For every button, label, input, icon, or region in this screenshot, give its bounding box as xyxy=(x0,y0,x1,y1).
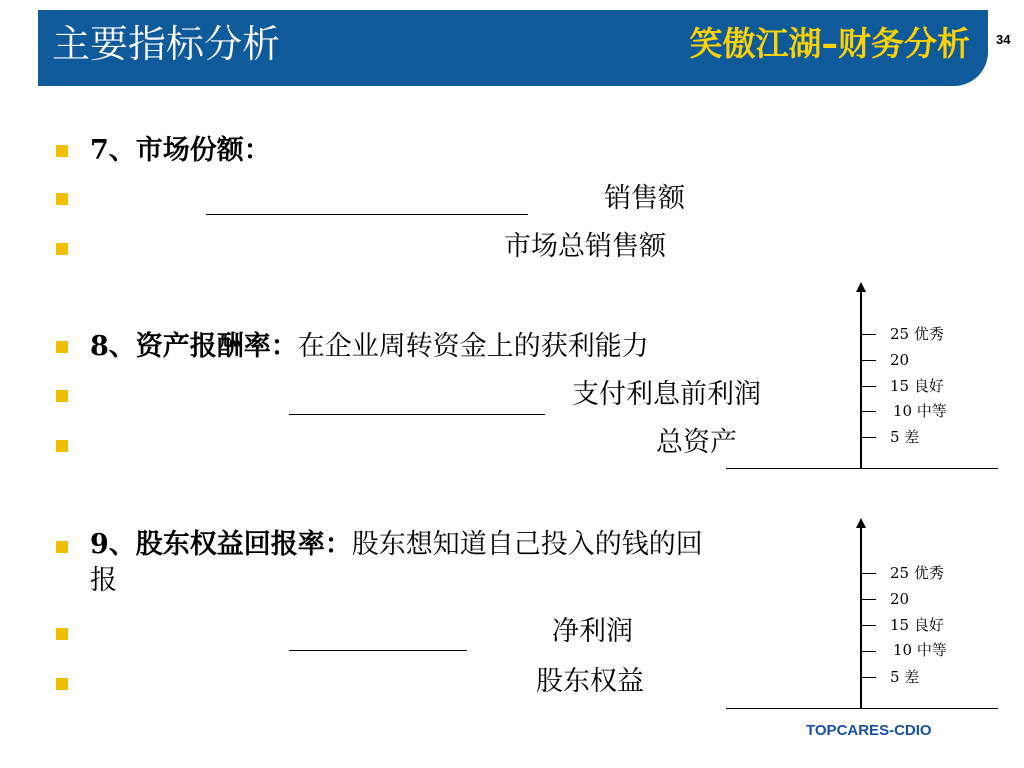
bullet xyxy=(56,440,68,452)
scale-tick-label: 20 xyxy=(890,590,910,608)
market-share-heading: 7、市场份额： xyxy=(90,135,271,166)
equity-return-line xyxy=(90,528,703,562)
bullet xyxy=(56,541,68,553)
equity-return-description: 股东想知道自己投入的钱的回 xyxy=(351,529,703,560)
scale-tick xyxy=(862,411,876,412)
scale-tick xyxy=(862,334,876,335)
bullet xyxy=(56,341,68,353)
scale-tick-label: 10 中等 xyxy=(893,402,947,420)
bullet xyxy=(56,193,68,205)
asset-return-numerator: 支付利息前利润 xyxy=(572,379,761,410)
asset-return-denominator: 总资产 xyxy=(656,427,737,458)
scale-baseline xyxy=(726,708,998,709)
slide-header xyxy=(38,10,988,86)
scale-tick-label: 5 差 xyxy=(890,668,920,686)
equity-return-denominator: 股东权益 xyxy=(536,666,644,697)
fraction-line xyxy=(289,414,545,415)
scale-tick-label: 15 良好 xyxy=(890,616,944,634)
bullet xyxy=(56,678,68,690)
asset-return-heading: 8、资产报酬率： xyxy=(90,331,298,362)
equity-return-numerator: 净利润 xyxy=(552,616,633,647)
scale-tick xyxy=(862,437,876,438)
scale-axis xyxy=(860,290,862,468)
scale-baseline xyxy=(726,468,998,469)
scale-tick-label: 20 xyxy=(890,351,910,369)
equity-return-heading: 9、股东权益回报率： xyxy=(90,529,352,560)
scale-tick xyxy=(862,677,876,678)
scale-tick xyxy=(862,573,876,574)
scale-tick xyxy=(862,360,876,361)
scale-tick xyxy=(862,651,876,652)
equity-return-description-cont: 报 xyxy=(90,565,117,596)
slide-subtitle: 笑傲江湖–财务分析 xyxy=(689,24,970,63)
scale-tick xyxy=(862,625,876,626)
scale-tick-label: 25 优秀 xyxy=(890,564,944,582)
bullet xyxy=(56,145,68,157)
scale-tick xyxy=(862,386,876,387)
fraction-line xyxy=(289,650,467,651)
asset-return-line xyxy=(90,330,649,364)
scale-tick-label: 15 良好 xyxy=(890,377,944,395)
bullet xyxy=(56,243,68,255)
scale-tick-label: 10 中等 xyxy=(893,641,947,659)
fraction-line xyxy=(206,214,528,215)
scale-axis xyxy=(860,526,862,708)
scale-tick-label: 5 差 xyxy=(890,428,920,446)
scale-tick xyxy=(862,599,876,600)
market-share-numerator: 销售额 xyxy=(604,183,685,214)
bullet xyxy=(56,628,68,640)
slide-title: 主要指标分析 xyxy=(52,22,281,66)
market-share-denominator: 市场总销售额 xyxy=(504,231,666,262)
page-number: 34 xyxy=(996,32,1011,47)
scale-tick-label: 25 优秀 xyxy=(890,325,944,343)
asset-return-description: 在企业周转资金上的获利能力 xyxy=(297,331,649,362)
footer-brand: TOPCARES-CDIO xyxy=(806,722,932,739)
bullet xyxy=(56,390,68,402)
